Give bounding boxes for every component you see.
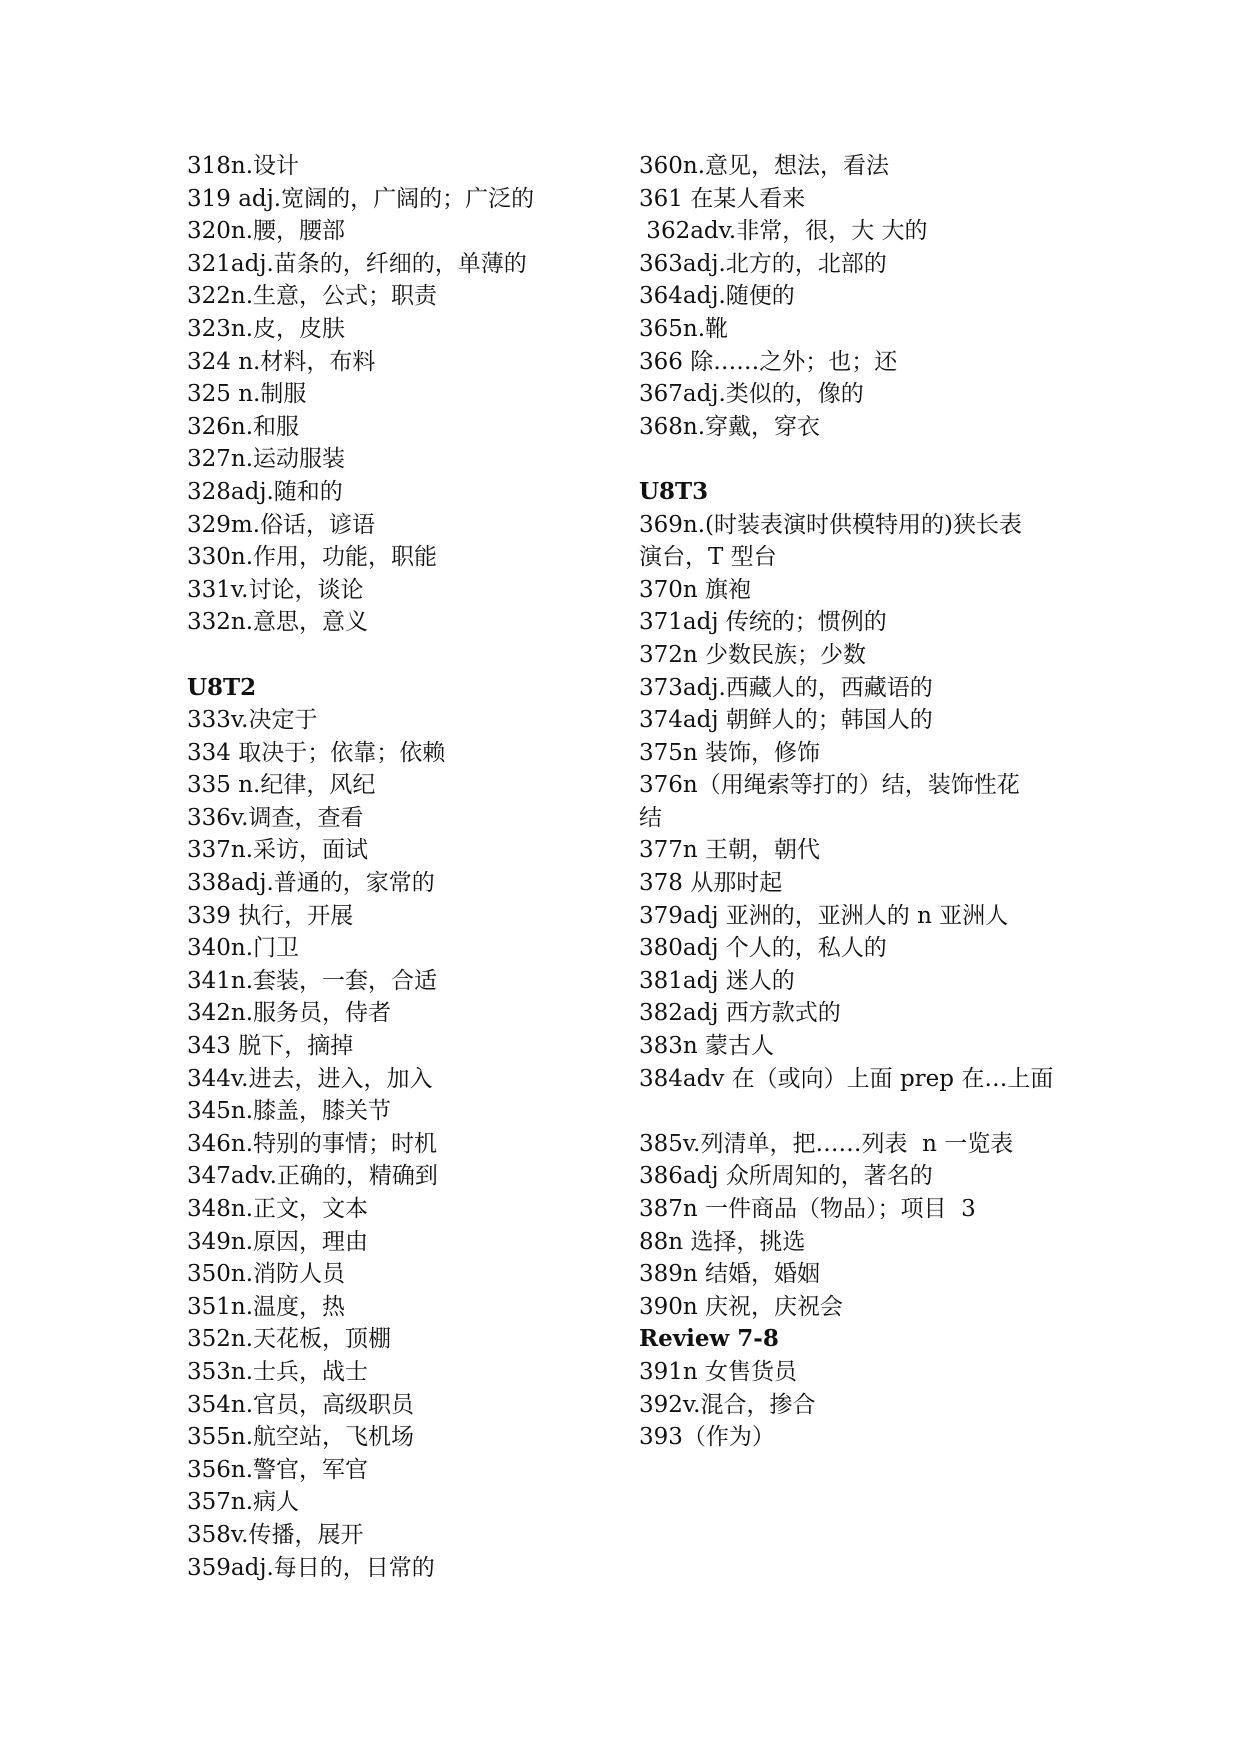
vocab-entry: 339 执行，开展 (187, 902, 354, 929)
vocab-entry: 357n.病人 (187, 1489, 300, 1516)
vocab-entry: 369n.(时装表演时供模特用的)狭长表 (639, 511, 1022, 538)
vocab-entry: 324 n.材料，布料 (187, 348, 376, 375)
section-heading: U8T3 (639, 477, 709, 505)
vocab-entry: 380adj 个人的，私人的 (639, 935, 887, 962)
vocab-entry: 338adj.普通的，家常的 (187, 870, 435, 897)
vocab-entry: 322n.生意，公式；职责 (187, 283, 438, 310)
vocab-entry: 演台，T 型台 (639, 544, 777, 571)
vocab-entry: 359adj.每日的，日常的 (187, 1554, 435, 1581)
vocab-entry: 387n 一件商品（物品）；项目 3 (639, 1196, 976, 1222)
vocab-entry: 333v.决定于 (187, 707, 318, 734)
vocab-entry: 375n 装饰，修饰 (639, 739, 821, 766)
vocab-entry: 347adv.正确的，精确到 (187, 1163, 438, 1190)
vocab-entry: 374adj 朝鲜人的；韩国人的 (639, 707, 933, 734)
vocab-entry: 结 (639, 804, 662, 831)
vocab-entry: 358v.传播，展开 (187, 1521, 364, 1548)
vocab-entry: 323n.皮，皮肤 (187, 315, 346, 342)
spacer (187, 639, 617, 672)
vocab-entry: 346n.特别的事情；时机 (187, 1130, 438, 1157)
vocab-entry: 320n.腰，腰部 (187, 218, 346, 245)
vocab-entry: 356n.警官，军官 (187, 1456, 369, 1483)
vocab-entry: 319 adj.宽阔的，广阔的；广泛的 (187, 185, 535, 212)
vocab-entry: 389n 结婚，婚姻 (639, 1261, 821, 1288)
vocab-entry: 329m.俗话，谚语 (187, 511, 376, 538)
vocab-entry: 386adj 众所周知的，著名的 (639, 1163, 933, 1190)
vocab-entry: 345n.膝盖，膝关节 (187, 1098, 392, 1125)
vocab-entry: 335 n.纪律，风纪 (187, 772, 376, 799)
right-column (639, 150, 1069, 1454)
vocab-entry: 361 在某人看来 (639, 185, 806, 212)
vocab-entry: 328adj.随和的 (187, 478, 343, 505)
vocab-entry: 377n 王朝，朝代 (639, 837, 821, 864)
section-heading: Review 7-8 (639, 1325, 779, 1353)
vocab-entry: 351n.温度，热 (187, 1293, 346, 1320)
vocab-entry: 354n.官员，高级职员 (187, 1391, 415, 1418)
vocab-entry: 390n 庆祝，庆祝会 (639, 1293, 844, 1320)
vocab-entry: 332n.意思，意义 (187, 609, 369, 636)
vocab-entry: 350n.消防人员 (187, 1261, 346, 1288)
vocab-entry: 325 n.制服 (187, 381, 307, 408)
vocab-entry: 364adj.随便的 (639, 283, 795, 310)
vocab-entry: 384adv 在（或向）上面 prep 在…上面 (639, 1065, 1054, 1092)
vocab-entry: 318n.设计 (187, 153, 300, 179)
vocab-entry: 376n（用绳索等打的）结，装饰性花 (639, 772, 1020, 799)
vocab-entry: 330n.作用，功能，职能 (187, 544, 438, 571)
vocab-entry: 383n 蒙古人 (639, 1033, 775, 1060)
vocab-entry: 365n.靴 (639, 315, 729, 342)
vocab-entry: 368n.穿戴，穿衣 (639, 413, 821, 440)
vocab-entry: 340n.门卫 (187, 935, 300, 962)
vocab-entry: 385v.列清单，把……列表 n 一览表 (639, 1130, 1014, 1157)
vocab-entry: 88n 选择，挑选 (639, 1228, 806, 1255)
vocab-entry: 382adj 西方款式的 (639, 1000, 841, 1027)
left-column (187, 150, 617, 1584)
vocab-entry: 342n.服务员，侍者 (187, 1000, 392, 1027)
vocab-entry: 334 取决于；依靠；依赖 (187, 739, 446, 766)
vocab-entry: 327n.运动服装 (187, 446, 346, 473)
vocab-entry: 362adv.非常，很，大 大的 (639, 218, 928, 245)
vocab-entry: 393（作为） (639, 1424, 775, 1451)
vocab-entry: 372n 少数民族；少数 (639, 641, 867, 668)
vocab-entry: 331v.讨论，谈论 (187, 576, 364, 603)
vocab-entry: 326n.和服 (187, 413, 300, 440)
vocab-entry: 321adj.苗条的，纤细的，单薄的 (187, 250, 527, 277)
vocab-entry: 363adj.北方的，北部的 (639, 250, 887, 277)
vocab-entry: 337n.采访，面试 (187, 837, 369, 864)
vocab-entry: 341n.套装，一套，合适 (187, 967, 438, 994)
vocab-entry: 336v.调查，查看 (187, 804, 364, 831)
vocab-entry: 343 脱下，摘掉 (187, 1033, 354, 1060)
vocab-entry: 355n.航空站，飞机场 (187, 1424, 415, 1451)
vocab-entry: 381adj 迷人的 (639, 967, 795, 994)
vocab-entry: 360n.意见，想法，看法 (639, 153, 890, 179)
vocab-entry: 349n.原因，理由 (187, 1228, 369, 1255)
vocab-entry: 392v.混合，掺合 (639, 1391, 816, 1418)
vocab-entry: 366 除……之外；也；还 (639, 348, 898, 375)
spacer (639, 1095, 1069, 1128)
vocab-entry: 370n 旗袍 (639, 576, 752, 603)
section-heading: U8T2 (187, 673, 257, 701)
vocab-entry: 367adj.类似的，像的 (639, 381, 864, 408)
vocab-entry: 353n.士兵，战士 (187, 1358, 369, 1385)
vocab-entry: 352n.天花板，顶棚 (187, 1326, 392, 1353)
vocab-entry: 378 从那时起 (639, 870, 783, 897)
vocab-entry: 373adj.西藏人的，西藏语的 (639, 674, 933, 701)
vocab-entry: 348n.正文，文本 (187, 1196, 369, 1222)
spacer (639, 443, 1069, 476)
vocab-entry: 371adj 传统的；惯例的 (639, 609, 887, 636)
vocab-entry: 379adj 亚洲的，亚洲人的 n 亚洲人 (639, 902, 1009, 929)
vocab-entry: 391n 女售货员 (639, 1358, 798, 1385)
vocab-entry: 344v.进去，进入，加入 (187, 1065, 433, 1092)
